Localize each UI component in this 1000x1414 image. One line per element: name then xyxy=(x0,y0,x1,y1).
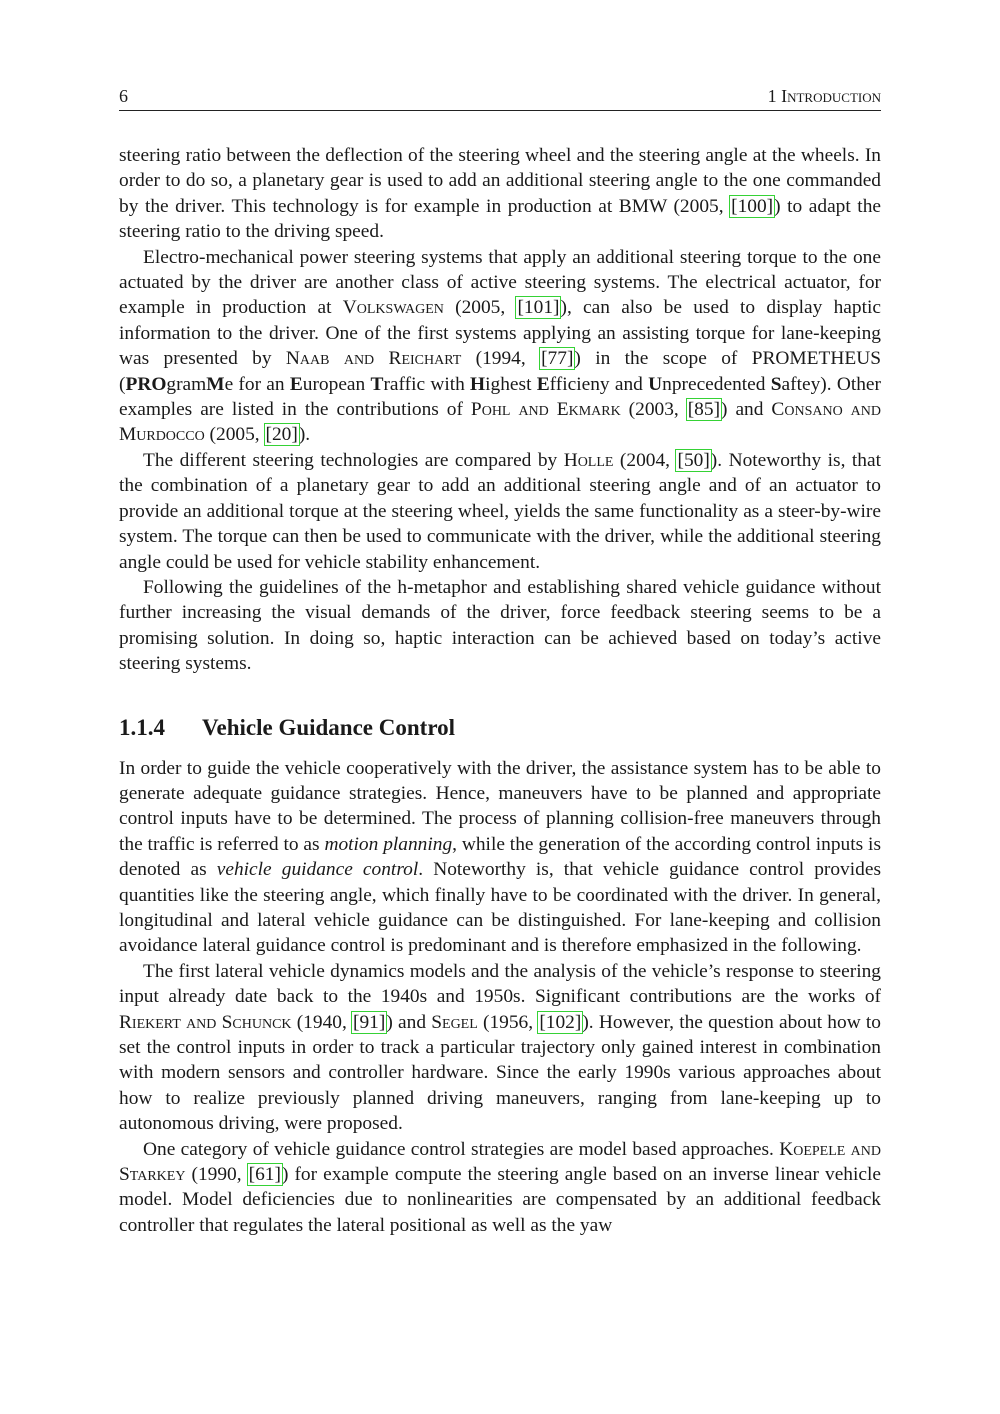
bold-text: E xyxy=(536,373,550,395)
bold-text: E xyxy=(289,373,303,395)
text-run: ighest xyxy=(485,373,537,395)
text-run: . Noteworthy is, that vehicle guidance control provides quantities like the steering angle, which finally have to be coordinated with the driver. In general, longitudinal and lateral vehicle guidance can be distinguished. For lane-keeping and collision avoidance lateral guidance control is predominant and is therefore emphasized in the following. xyxy=(119,859,881,957)
paragraph-p4 xyxy=(119,575,881,677)
running-header xyxy=(119,84,881,111)
bold-text: S xyxy=(770,373,782,395)
citation-link[interactable]: [102] xyxy=(539,1011,582,1033)
author-name: Naab and Reichart xyxy=(285,348,462,370)
citation-link[interactable]: [77] xyxy=(541,348,574,370)
paragraphs-after-section xyxy=(119,756,881,1239)
citation-link[interactable]: [100] xyxy=(731,195,774,217)
text-run: ) to adapt the steering ratio to the driving speed. xyxy=(119,195,881,243)
author-name: Segel xyxy=(431,1011,478,1033)
text-run: (2003, xyxy=(620,399,687,421)
text-run: ) in the scope of PROMETHEUS ( xyxy=(119,348,882,395)
text-run: ) for example compute the steering angle based on an inverse linear vehicle model. Model deficiencies due to nonlinearities are compensated by an additional feedback controller that regulates the lateral positional as well as the yaw xyxy=(119,1164,881,1236)
text-run: Electro-mechanical power steering systems that apply an additional steering torque to the one actuated by the driver are another class of active steering systems. The electrical actuator, for example in production at xyxy=(119,246,881,319)
text-run: (2004, xyxy=(613,449,677,471)
section-title: Vehicle Guidance Control xyxy=(202,714,456,740)
text-run: The first lateral vehicle dynamics models and the analysis of the vehicle’s response to steering input already date back to the 1940s and 1950s. Significant contributions are the works of xyxy=(119,960,881,1008)
text-run: The different steering technologies are compared by xyxy=(143,449,564,471)
text-run: ). Noteworthy is, that the combination of a planetary gear to add an additional steering angle and of an actuator to provide an additional torque at the steering wheel, yields the same functionality as a steer-by-wire system. The torque can then be used to communicate with the driver, while the additional steering angle could be used for vehicle stability enhancement. xyxy=(119,449,881,573)
text-run: uropean xyxy=(302,373,371,395)
text-run: (1990, xyxy=(185,1164,248,1186)
author-name: Volkswagen xyxy=(342,297,444,319)
bold-text: M xyxy=(206,373,225,395)
author-name: Riekert and Schunck xyxy=(119,1011,292,1033)
text-run: steering ratio between the deflection of the steering wheel and the steering angle at the wheels. In order to do so, a planetary gear is used to add an additional steering angle to the one commanded by the driver. This technology is for example in production at BMW (2005, xyxy=(119,145,881,217)
text-run: raffic with xyxy=(383,373,471,395)
citation-link[interactable]: [85] xyxy=(687,399,721,421)
text-run: (2005, xyxy=(204,424,265,446)
text-run: gram xyxy=(166,373,207,395)
chapter-title: 1 Introduction xyxy=(767,86,881,106)
author-name: Consano and Murdocco xyxy=(119,399,881,446)
bold-text: PRO xyxy=(125,373,167,395)
bold-text: H xyxy=(470,373,486,395)
citation-link[interactable]: [61] xyxy=(248,1164,281,1186)
section-heading xyxy=(119,714,881,742)
text-run: In order to guide the vehicle cooperatively with the driver, the assistance system has to be able to generate adequate guidance strategies. Hence, maneuvers have to be planned and appropriate control inputs have to be determined. The process of planning collision-free maneuvers through the traffic is referred to as xyxy=(119,757,881,855)
paragraph-p2 xyxy=(119,245,881,448)
paragraphs-before-section xyxy=(119,143,881,677)
author-name: Pohl and Ekmark xyxy=(470,399,621,421)
text-run: aftey). Other examples are listed in the contributions of xyxy=(119,373,881,421)
body-text xyxy=(119,143,881,1238)
paragraph-p1 xyxy=(119,143,881,245)
text-run: nprecedented xyxy=(662,373,771,395)
paragraph-p5 xyxy=(119,756,881,959)
text-run: e for an xyxy=(224,373,290,395)
section-number: 1.1.4 xyxy=(119,714,165,740)
text-run: ). xyxy=(298,424,311,446)
text-run: (2005, xyxy=(443,297,517,319)
italic-term: motion planning xyxy=(324,833,453,855)
author-name: Holle xyxy=(563,449,614,471)
text-run: ) and xyxy=(386,1011,432,1033)
page-number: 6 xyxy=(119,86,128,106)
text-run: ). However, the question about how to set the control inputs in order to track a particular trajectory only gained interest in combination with modern sensors and controller hardware. Since the early 1990s various approaches about how to realize previously planned driving maneuvers, ranging from lane-keeping up to autonomous driving, were proposed. xyxy=(119,1011,881,1135)
text-run: Following the guidelines of the h-metaphor and establishing shared vehicle guidance without further increasing the visual demands of the driver, force feedback steering seems to be a promising solution. In doing so, haptic interaction can be achieved based on today’s active steering systems. xyxy=(119,576,881,675)
text-run: (1994, xyxy=(461,348,541,370)
bold-text: T xyxy=(370,373,384,395)
text-run: ) and xyxy=(721,399,772,421)
text-run: One category of vehicle guidance control strategies are model based approaches. xyxy=(143,1138,780,1160)
bold-text: U xyxy=(648,373,663,395)
text-run: (1956, xyxy=(477,1011,539,1033)
paragraph-p7 xyxy=(119,1137,881,1239)
citation-link[interactable]: [91] xyxy=(353,1011,386,1033)
paragraph-p6 xyxy=(119,959,881,1137)
citation-link[interactable]: [50] xyxy=(677,449,710,471)
citation-link[interactable]: [101] xyxy=(517,297,560,319)
paragraph-p3 xyxy=(119,448,881,575)
text-run: (1940, xyxy=(291,1011,353,1033)
text-run: fficieny and xyxy=(549,373,649,395)
citation-link[interactable]: [20] xyxy=(265,424,298,446)
author-name: Koepele and Starkey xyxy=(119,1138,881,1186)
text-run: ), can also be used to display haptic information to the driver. One of the first systems applying an assisting torque for lane-keeping was presented by xyxy=(119,297,881,370)
text-run: , while the generation of the according control inputs is denoted as xyxy=(119,833,881,881)
italic-term: vehicle guidance control xyxy=(216,859,419,881)
